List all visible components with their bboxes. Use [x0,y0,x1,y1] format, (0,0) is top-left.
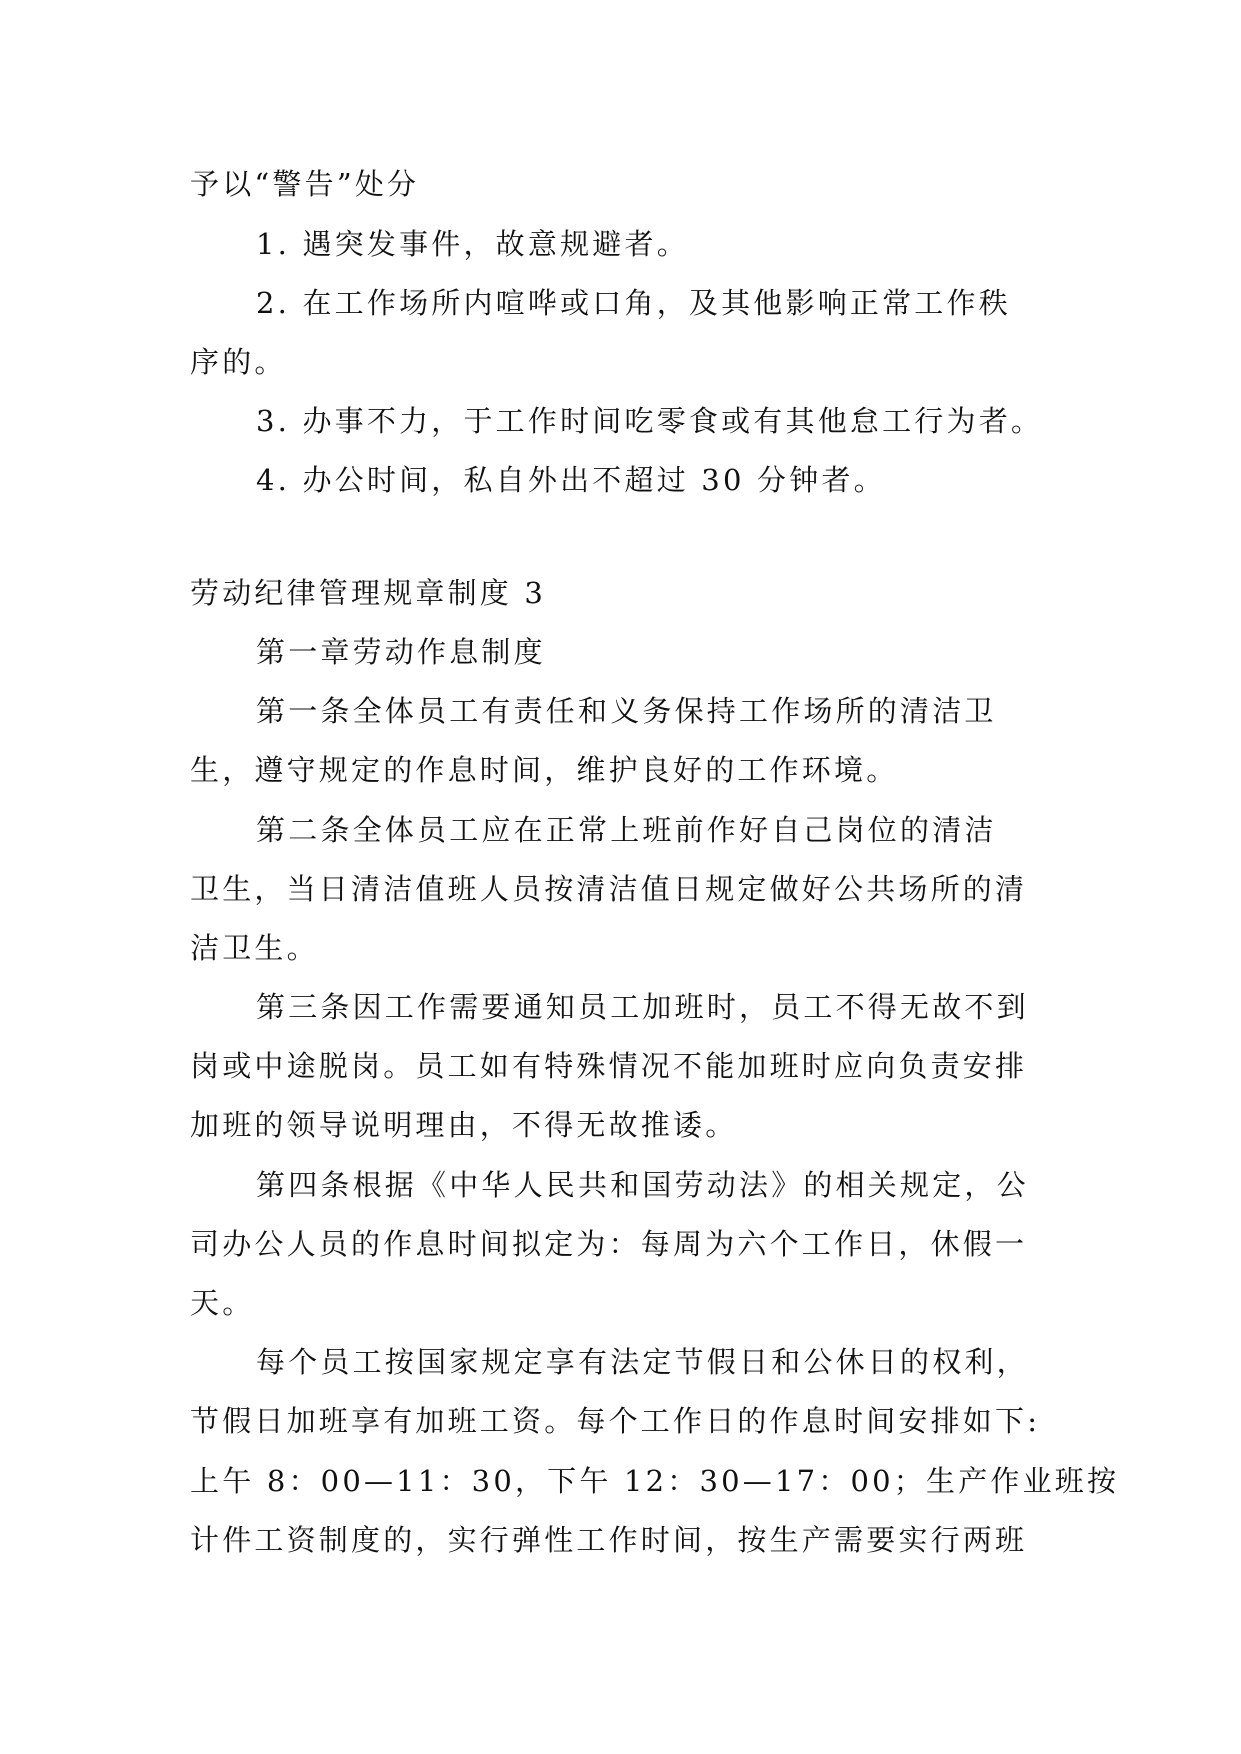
paragraph-line: 卫生，当日清洁值班人员按清洁值日规定做好公共场所的清 [190,872,1028,906]
list-item: 4. 办公时间，私自外出不超过 30 分钟者。 [256,463,886,497]
paragraph-line: 上午 8：00—11：30，下午 12：30—17：00；生产作业班按 [190,1464,1120,1498]
paragraph-line: 计件工资制度的，实行弹性工作时间，按生产需要实行两班 [190,1523,1028,1557]
chapter-heading: 第一章劳动作息制度 [256,635,546,669]
paragraph-line: 每个员工按国家规定享有法定节假日和公休日的权利， [256,1345,1029,1379]
list-item: 1. 遇突发事件，故意规避者。 [256,227,689,261]
paragraph-line: 加班的领导说明理由，不得无故推诿。 [190,1108,738,1142]
paragraph-line: 天。 [190,1286,255,1320]
paragraph-line: 第三条因工作需要通知员工加班时，员工不得无故不到 [256,990,1029,1024]
paragraph-line: 岗或中途脱岗。员工如有特殊情况不能加班时应向负责安排 [190,1049,1028,1083]
paragraph-line: 第二条全体员工应在正常上班前作好自己岗位的清洁 [256,813,997,847]
paragraph-line: 节假日加班享有加班工资。每个工作日的作息时间安排如下: [190,1404,1041,1438]
list-item: 3. 办事不力，于工作时间吃零食或有其他怠工行为者。 [256,404,1044,438]
paragraph-line: 第四条根据《中华人民共和国劳动法》的相关规定，公 [256,1168,1029,1202]
list-item-continuation: 序的。 [190,345,287,379]
paragraph-line: 司办公人员的作息时间拟定为：每周为六个工作日，休假一 [190,1227,1028,1261]
list-item: 2. 在工作场所内喧哗或口角，及其他影响正常工作秩 [256,286,1011,320]
paragraph-line: 生，遵守规定的作息时间，维护良好的工作环境。 [190,753,899,787]
paragraph-line: 洁卫生。 [190,931,319,965]
document-title: 劳动纪律管理规章制度 3 [190,576,547,610]
section-heading: 予以“警告”处分 [190,167,420,201]
paragraph-line: 第一条全体员工有责任和义务保持工作场所的清洁卫 [256,694,997,728]
